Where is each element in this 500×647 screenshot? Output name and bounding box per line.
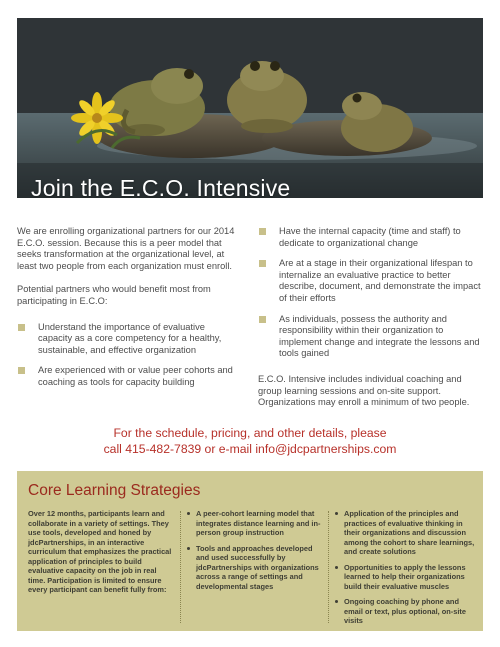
bullet-list (258, 226, 483, 360)
bullet-square-icon (259, 316, 266, 323)
list-item-text: Have the internal capacity (time and staff) to dedicate to organizational change (279, 226, 461, 248)
panel-title: Core Learning Strategies (28, 482, 201, 499)
list-item-text: Ongoing coaching by phone and email or text, plus optional, on-site visits (344, 597, 466, 625)
bullet-list (187, 509, 323, 591)
left-column (17, 226, 237, 398)
bullet-square-icon (18, 367, 25, 374)
list-item (258, 258, 483, 304)
bullet-square-icon (259, 228, 266, 235)
intro-paragraph: We are enrolling organizational partners for our 2014 E.C.O. session. Because this is a peer model that seeks transformation at the organizational level, at least two people from each organization must enroll. (17, 226, 235, 271)
hero-image (17, 18, 483, 198)
column-divider (328, 511, 329, 623)
list-item (258, 314, 483, 360)
closing-paragraph: E.C.O. Intensive includes individual coaching and group learning sessions and on-site support. Organizations may enroll a minimum of two people. (258, 373, 470, 408)
list-item (187, 544, 323, 592)
list-item-text: Opportunities to apply the lessons learned to help their organizations build their evaluative muscles (344, 562, 466, 591)
bullet-list (17, 322, 237, 389)
list-item (258, 226, 483, 249)
bullet-dot-icon (187, 547, 190, 550)
list-item-text: Application of the principles and practices of evaluative thinking in their organizations and discussion among the cohort to share learnings, and create solutions (344, 509, 475, 556)
page-title: Join the E.C.O. Intensive (31, 175, 291, 198)
bullet-dot-icon (335, 566, 338, 569)
core-right-column (335, 509, 475, 632)
list-item-text: As individuals, possess the authority and responsibility within their organization to implement change and integrate the lessons and tools gained (279, 313, 480, 359)
core-learning-panel (17, 471, 483, 631)
list-item (335, 597, 475, 626)
lead-paragraph: Potential partners who would benefit most from participating in E.C.O: (17, 284, 211, 306)
core-intro (28, 509, 174, 595)
list-item (17, 365, 237, 388)
bullet-dot-icon (335, 600, 338, 603)
bullet-square-icon (259, 260, 266, 267)
bullet-list (335, 509, 475, 626)
bullet-dot-icon (335, 512, 338, 515)
cta-line-1: For the schedule, pricing, and other details, please (113, 426, 387, 440)
contact-callout (17, 426, 483, 457)
list-item-text: A peer-cohort learning model that integrates distance learning and in-person group instruction (196, 509, 321, 537)
column-divider (180, 511, 181, 623)
core-intro-text: Over 12 months, participants learn and collaborate in a variety of settings. They use tools, developed and honed by jdcPartnerships, in an interactive curriculum that emphasizes the practical application of principles to build evaluative capacity on the job in real time. Participation is limited to ensure every participant can benefit fully from: (28, 509, 172, 594)
frogs-illustration (17, 18, 483, 198)
cta-line-2: call 415-482-7839 or e-mail info@jdcpartnerships.com (103, 441, 397, 456)
bullet-dot-icon (187, 512, 190, 515)
list-item-text: Understand the importance of evaluative capacity as a core competency for a healthy, sustainable, and effective organization (38, 321, 222, 355)
bullet-square-icon (18, 324, 25, 331)
core-middle-column (187, 509, 323, 597)
list-item-text: Are at a stage in their organizational lifespan to internalize an evaluative practice to better describe, document, and demonstrate the impact of their efforts (279, 258, 481, 303)
list-item (335, 509, 475, 557)
right-column (258, 226, 483, 421)
list-item-text: Are experienced with or value peer cohorts and coaching as tools for capacity building (38, 365, 233, 387)
list-item-text: Tools and approaches developed and used successfully by jdcPartnerships with organizations across a range of settings and developmental stages (196, 543, 319, 591)
list-item (335, 563, 475, 592)
list-item (187, 509, 323, 538)
list-item (17, 322, 237, 357)
